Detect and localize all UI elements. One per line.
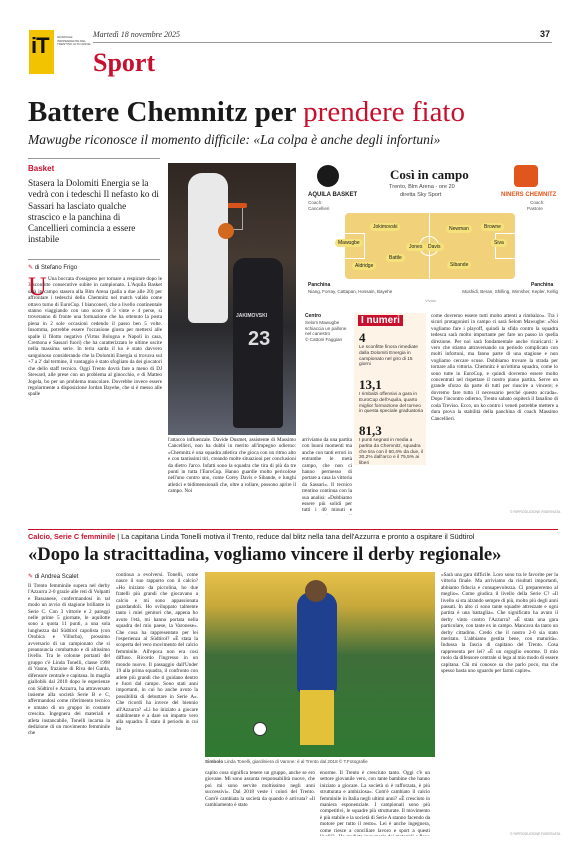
- photo-caption-label: Centro: [305, 313, 322, 319]
- away-player-2: Browne: [481, 223, 504, 231]
- away-team-name: NINERS CHEMNITZ: [501, 192, 557, 198]
- home-team-name: AQUILA BASKET: [308, 192, 358, 198]
- second-kicker-label: Calcio, Serie C femminile: [28, 532, 116, 541]
- home-player-5: Jones: [406, 243, 425, 251]
- article-col-1: Una boccata d'ossigeno per tornare a respirare dopo le 3 sconfitte consecutive subite in campionato. L'Aquila Basket sarà in campo stasera alla Blm Arena (palla a due alle 20) per affrontare i tedeschi dello Chemnitz nel match valido come ottavo turno di EuroCup. I bianconeri, che a livello continentale stanno viaggiando con uno score di 3 vinte e 4 perse, si troveranno di fronte una formazione che ha ottenuto la posta piena in 2 sole occasioni cedendo il passo ben 5 volte. Insomma, potrebbe essere l'occasione giusta per mettersi alle spalle il filotto negativo (Virtus Bologna e Napoli in casa, Cremona e Sassari fuori) che ha caratterizzato le ultime uscite nella massima serie. In terra sarda il ko è stato davvero sanguinoso considerando che la Dolomiti Energia si trovava sul +7 a 2' dal termine, il vantaggio è stato sfogliato da dei giocatori che dello staff tecnico. Oggi Trento dovrà fare a meno di DJ Steward, alle prese con un problema al ginocchio, e di Matteo Jogela, bo per un problema muscolare. Dovrebbe invece essere regolarmente a disposizione Jordan Bayehe, che si è messo alle spalle: [28, 276, 162, 398]
- ball: [218, 223, 234, 239]
- second-byline-icon: ✎: [28, 574, 35, 580]
- numbers-title: I numeri: [358, 315, 403, 326]
- dropcap: U: [28, 272, 47, 301]
- lineup-venue: Trento, Blm Arena - ore 20: [389, 184, 455, 190]
- away-bench: Mushidi, Beran, Shilling, Wimsher, Kepler, Kellig: [462, 289, 558, 294]
- second-kicker-text: | La capitana Linda Tonelli motiva il Trento, reduce dal blitz nella tana dell'Azzurra e pronto a ospitare il Südtirol: [115, 532, 475, 541]
- byline-icon: ✎: [28, 265, 35, 271]
- home-player-1: Jokimovski: [370, 223, 400, 231]
- away-coach-label: Coach:: [530, 200, 545, 205]
- article-col-3: arriviamo da una partita con buoni momenti ma anche con tanti errori in entrambe le metà campo, che non ci hanno permesso di portare a casa la vittoria da Sassari». Il tecnico trentino continua con la sua analisi: «Dobbiamo essere più solidi per tutti i 40 minuti e: [302, 437, 352, 514]
- kicker: Basket: [28, 164, 55, 173]
- home-coach: Cancellieri: [308, 206, 330, 211]
- logo-tagline: GIORNALE INDIPENDENTE DEL TRENTINO ALTO ADIGE: [57, 35, 91, 47]
- photo-caption-credit: © Cattoni Faggian: [305, 337, 343, 342]
- player-body: [297, 592, 337, 692]
- number-value-1: 4: [359, 330, 366, 345]
- second-kicker: [28, 532, 558, 541]
- football-caption-label: Simbolo: [205, 759, 224, 764]
- football-photo: [205, 572, 435, 757]
- headline-part1: Battere Chemnitz per: [28, 96, 304, 128]
- second-col-4: enorme. Il Trento è cresciuto tanto. Oggi c'è un settore giovanile vero, con tante bambine che hanno iniziato a giocare. La società si è rafforzata, è più strutturata e ambiziosa». Com'è cambiato il calcio femminile in Italia negli ultimi anni? «È cresciuto in maniera esponenziale. I campionati sono più competitivi, le squadre più strutturate. Il movimento è più stabile e la società di Serie A stanno facendo da motore per tutto il resto». Lei è anche ingegnera, come riesce a conciliare lavoro e sport a questi: [320, 770, 430, 834]
- lineup-box: [305, 163, 558, 311]
- headline: [28, 96, 558, 129]
- header-rule: [93, 42, 552, 43]
- home-bench: Niang, Forray, Cattapan, Hossain, Bayehe: [308, 289, 393, 294]
- jersey-name: JAKIMOVSKI: [236, 313, 268, 319]
- player-white: [188, 173, 228, 323]
- article-col-2: l'attacco influenzale. Davide Dusmet, assistente di Massimo Cancellieri, non ha dubbi in merito all'impegno odierno: «Chemnitz è una squadra atletica che gioca con un ritmo alto e con tantissimi tiri, creando molte situazioni per conclusioni da dietro l'arco. Infatti sono la squadra che tira di più da tre punti in tutta l'EuroCup. Hanno guardie molto pericolose nell'uno contro uno, come Corey Davis e Sibande, e lunghi atletici e bidimensionali che, oltre a rollare, possono aprire il campo. Noi: [168, 437, 296, 495]
- away-coach: Pastore: [527, 206, 543, 211]
- byline: [28, 264, 77, 271]
- home-player-4: Battle: [386, 254, 405, 262]
- number-value-3: 81,3: [359, 423, 382, 438]
- byline-text: di Stefano Frigo: [34, 265, 78, 271]
- player-head: [305, 580, 327, 602]
- away-player-1: Newman: [446, 225, 472, 233]
- second-credit: © RIPRODUZIONE RISERVATA: [510, 832, 561, 836]
- home-bench-label: Panchina: [308, 282, 331, 288]
- second-col-2: continua a evolversi. Tonelli, come nasce il suo rapporto con il calcio? «Ho iniziato da piccolina, ho due fratelli più grandi che giocavano a calcio e mi sono appassionata guardandoli. Ho sviluppato talmente tanto i miei genitori che, appena ho avuto l'età, mi hanno portata nella squadra del mio paese, la Varonese». Che cosa ha rappresentato per lei l'esperienza al Südtirol? «È stata la scoperta del vero movimento del calcio femminile. All'epoca non era così diffuso. Ricordo l'ingresso in un mondo nuovo. Il passaggio dall'Under 19 alla prima squadra, il confronto con atlete più grandi che ti guidano dentro e fuori dal campo. Sono stati anni importanti, in cui ho anche avuto la possibilità di debuttare in Serie A». Che ricordi ha invece del biennio all'Azzurra? «Lì ho iniziato a giocare stabilmente e a dare un impatto vero alla squadra. È stato il periodo in cui ho: [116, 572, 198, 732]
- graphic-credit: Vivaio: [425, 298, 436, 303]
- second-byline-text: di Andrea Scalet: [34, 574, 79, 580]
- main-photo: [168, 163, 296, 435]
- second-col-1: Il Trento femminile supera nel derby l'Azzurra 2-0 grazie alle reti di Volpatti e Bassanese, confermandosi in tal modo un avvio di stagione brillante in Serie C. Con 3 vittorie e 2 pareggi nelle prime 5 giornate, le aquilotte sono a quota 11 punti, a una sola lunghezza dal Südtirol capolista (con Orobica e Villorba), prossimo avversario di un campionato che si preannuncia combattuto e di altissimo livello. Tra le colonne portanti del gruppo c'è Linda Tonelli, classe 1998 di Vanne, frazione di Riva del Garda, difensore centrale e capitana. In maglia gialloblù dal 2018 dopo le esperienze con Südtirol e Azzurra, ha attraversato insieme alla società Serie B e C, affermandosi come riferimento tecnico e umano di un gruppo in costante crescita. Ingegnera dei materiali e atleta instancabile, Tonelli incarna la dedizione di un movimento femminile che: [28, 583, 110, 737]
- subheadline: Mawugbe riconosce il momento difficile: «La colpa è anche degli infortuni»: [28, 132, 441, 147]
- football-caption: [205, 759, 435, 764]
- home-logo: [317, 165, 339, 187]
- away-player-4: Davis: [425, 243, 444, 251]
- home-coach-label: Coach:: [308, 200, 323, 205]
- photo-caption: Selom Mawugbe schiaccia un pallone nel canestro: [305, 320, 347, 337]
- section-title: Sport: [93, 48, 156, 77]
- page-number: 37: [540, 29, 551, 39]
- player-legs: [300, 690, 334, 745]
- lineup-title: Così in campo: [390, 167, 469, 182]
- second-byline: [28, 573, 78, 580]
- away-bench-label: Panchina: [531, 282, 554, 288]
- away-logo: [514, 165, 538, 187]
- logo-text: iT: [31, 33, 49, 58]
- number-text-3: I punti segnati in media a partita da Chemnitz, squadra che tira con il 60,4% da due, il 30,2% dall'arco e il 75,5% ai liberi: [359, 438, 423, 467]
- lineup-broadcast: diretta Sky Sport: [400, 192, 442, 198]
- numbers-box: [354, 313, 426, 465]
- jersey-number: 23: [248, 328, 271, 350]
- article-col-4: come dovremo essere tutti molto attenti a rimbalzo». Tra i sicuri protagonisti in campo ci sarà Selom Mawugbe: «Noi vogliamo fare i playoff, quindi la sfida contro la squadra tedesca sarà molto importante per fare un passo in quella direzione. Per noi sarà fondamentale anche ricaricarci: è vero che stiamo attraversando un periodo complicato con molti infortuni, ma fanno parte di una stagione e non vogliamo cercare scuse. Dobbiamo trovare la strada per tornare alla vittoria. Chemnitz è un'ottima squadra, come lo sono tutte in EuroCup, e quindi dovremo essere molto concentrati nel rispettare il nostro piano partita. Serve un grande sforzo da parte di tutti per riuscire a vincere; e dovremo fare tutto il necessario perché questo accada». Dopo l'incontro odierno, Trento sabato ospiterà il fanalino di coda Treviso. Ecco, un ko contro i veneti potrebbe mettere a dura prova la stabilità della panchina di coach Massimo Cancellieri.: [431, 313, 558, 422]
- summary: Stasera la Dolomiti Energia se la vedrà con i tedeschi Il nefasto ko di Sassari ha lasciato qualche strascico e la panchina di Cancellieri comincia a essere instabile: [28, 178, 159, 245]
- football: [253, 722, 267, 736]
- headline-part2: prendere fiato: [303, 96, 465, 128]
- second-col-5: «Sarà una gara difficile. Loro sono tra le favorite per la vittoria finale. Ma arriviamo da risultati importanti, abbiamo fiducia e consapevolezza. Ci prepareremo al meglio». Come giudica il livello della Serie C? «Il livello si sta alzando sempre di più, molto più degli anni passati. In alto ci sono tante squadre attrezzate e ogni partita è una battaglia». Che significato ha avuto il derby vinto contro l'Azzurra? «È stata una gara particolare, con tante ex in campo. Mancava da tanto un derby cittadino. Credo che il nostro 2-0 sia stato meritato. L'abbiamo gestita bene, con maturità». Indossa la fascia di capitano del Trento. Cosa rappresenta per lei? «È un orgoglio enorme. Il mio ruolo da difensore centrale si lega al mio modo di essere capitana. Chi mi conosce sa che parlo poco, ma che spesso basta uno sguardo per farmi capire».: [441, 572, 558, 675]
- home-player-2: Mawugbe: [335, 239, 363, 247]
- away-player-3: Sibande: [447, 261, 471, 269]
- main-credit: © RIPRODUZIONE RISERVATA: [510, 510, 561, 514]
- number-text-1: Le sconfitte finora rimediate dalla Dolomiti Energia in campionato nel giro di 15 giorni: [359, 345, 418, 368]
- second-col-3: capito cosa significa tenere un gruppo, anche se ero giovane. Mi sono assunta responsabilità nuove, che poi mi sono servite moltissimo negli anni successivi». Dal 2018 veste i colori del Trento. Com'è cambiata la società da quando è arrivata? «Il cambiamento è stato: [205, 770, 315, 809]
- masthead-logo: [29, 30, 54, 74]
- away-player-5: Siva: [491, 239, 507, 247]
- number-value-2: 13,1: [359, 377, 382, 392]
- header-date: Martedì 18 novembre 2025: [93, 30, 181, 39]
- football-caption-text: Linda Tonelli, giardiniera di Varone: è al Trento dal 2018 © T.Fotografie: [224, 759, 368, 764]
- section-divider: [28, 529, 558, 530]
- number-text-2: I rimbalzi offensivi a gara in EuroCup dell'Aquila, quarto miglior formazione del torneo in questa speciale graduatoria: [359, 392, 424, 415]
- second-headline: «Dopo la stracittadina, vogliamo vincere il derby regionale»: [28, 544, 502, 565]
- home-player-3: Aldridge: [352, 262, 376, 270]
